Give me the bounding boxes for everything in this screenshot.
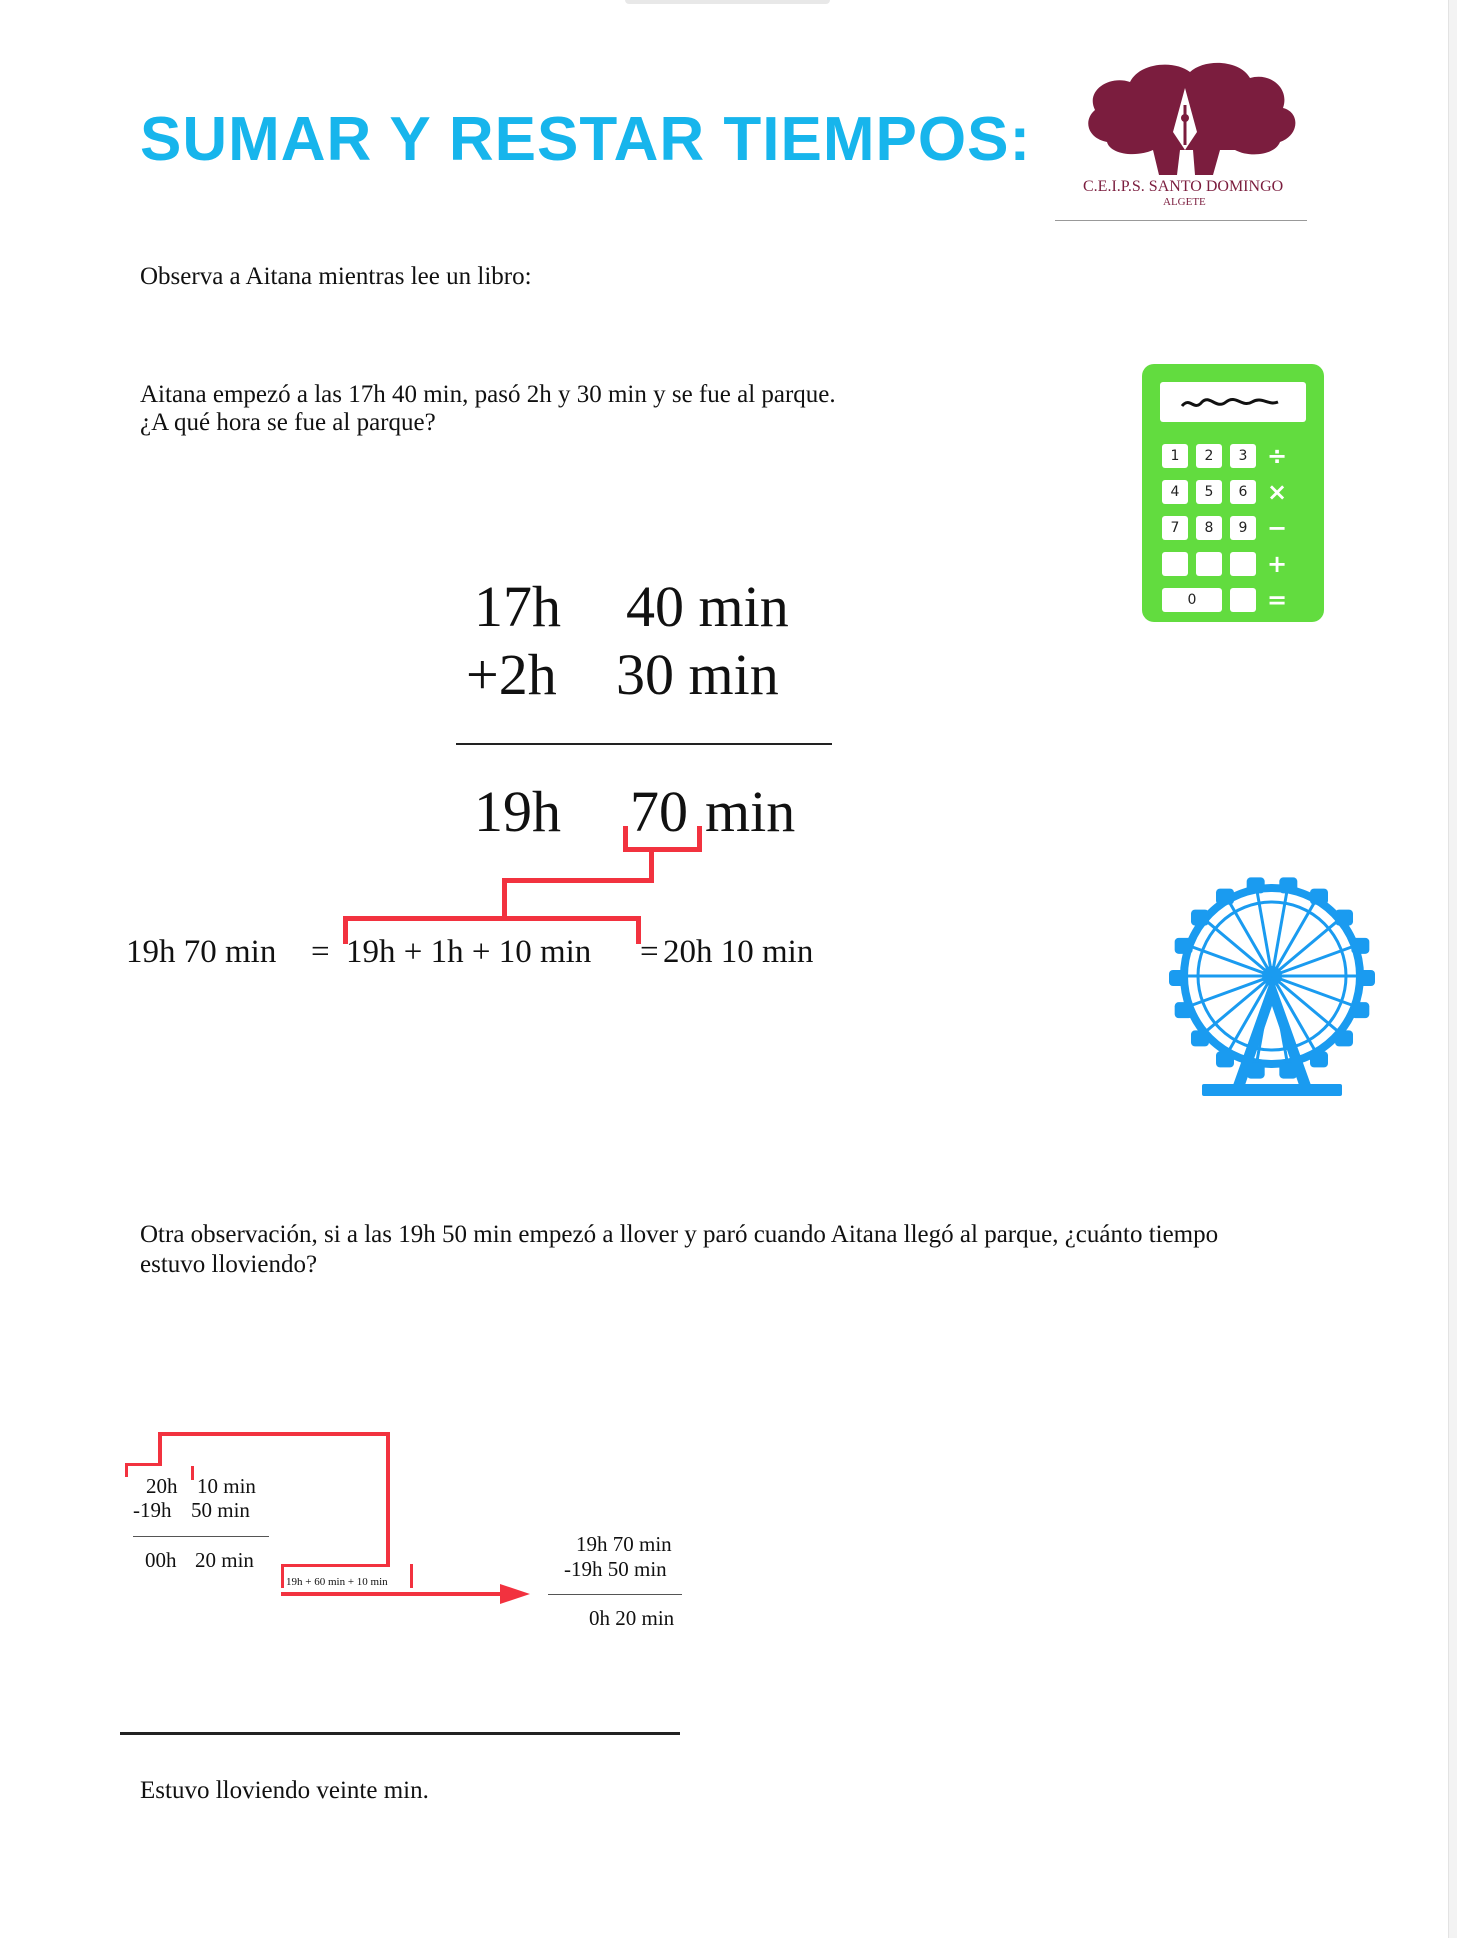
calculator-display xyxy=(1160,382,1306,422)
conversion-equals-2: = xyxy=(640,934,659,970)
key-6: 6 xyxy=(1230,480,1256,504)
school-logo xyxy=(1055,50,1315,225)
school-name: C.E.I.P.S. SANTO DOMINGO xyxy=(1083,178,1284,195)
top-notch xyxy=(625,0,830,4)
conversion-part2: 19h + 1h + 10 min xyxy=(346,934,592,970)
calc3-row1: 19h 70 min xyxy=(576,1532,672,1556)
divide-icon: ÷ xyxy=(1266,442,1288,470)
calc1-row2-hours: +2h xyxy=(466,642,557,707)
calc1-row1-minutes: 40 min xyxy=(626,574,789,639)
problem1-line2: ¿A qué hora se fue al parque? xyxy=(140,409,436,436)
calc1-result-hours: 19h xyxy=(474,779,561,844)
key-blank xyxy=(1162,552,1188,576)
key-5: 5 xyxy=(1196,480,1222,504)
calculator-icon xyxy=(1142,364,1324,622)
calc3-row2: -19h 50 min xyxy=(564,1557,667,1581)
calc3-result: 0h 20 min xyxy=(589,1606,675,1630)
calc2-result-minutes: 20 min xyxy=(195,1548,254,1572)
page-edge xyxy=(1448,0,1457,1938)
calc1-row1-hours: 17h xyxy=(474,574,561,639)
calc2-divider xyxy=(133,1536,269,1537)
key-9: 9 xyxy=(1230,516,1256,540)
calc1-divider xyxy=(456,743,832,745)
tree-pen-icon xyxy=(1055,50,1315,180)
conversion-equals-1: = xyxy=(311,934,330,970)
calc1-row2-minutes: 30 min xyxy=(616,642,779,707)
calc1-result-minutes-number: 70 xyxy=(630,779,688,844)
key-blank xyxy=(1230,588,1256,612)
school-town: ALGETE xyxy=(1163,196,1206,208)
ferris-wheel-icon xyxy=(1162,866,1382,1106)
problem1-line1: Aitana empezó a las 17h 40 min, pasó 2h y 30 min y se fue al parque. xyxy=(140,381,836,408)
key-8: 8 xyxy=(1196,516,1222,540)
plus-icon: + xyxy=(1266,550,1288,578)
calc2-row2-hours: -19h xyxy=(133,1498,172,1522)
equals-icon: = xyxy=(1266,586,1288,614)
calc2-note: 19h + 60 min + 10 min xyxy=(286,1576,388,1588)
key-1: 1 xyxy=(1162,444,1188,468)
problem2-line2: estuvo lloviendo? xyxy=(140,1251,318,1278)
calc2-row1-minutes: 10 min xyxy=(197,1474,256,1498)
minus-icon: − xyxy=(1266,514,1288,542)
calc2-row1-hours: 20h xyxy=(146,1474,178,1498)
key-4: 4 xyxy=(1162,480,1188,504)
problem2-line1: Otra observación, si a las 19h 50 min empezó a llover y paró cuando Aitana llegó al parque, ¿cuánto tiempo xyxy=(140,1221,1219,1248)
key-blank xyxy=(1196,552,1222,576)
conversion-part3: 20h 10 min xyxy=(663,934,814,970)
key-2: 2 xyxy=(1196,444,1222,468)
intro-text: Observa a Aitana mientras lee un libro: xyxy=(140,263,532,290)
answer-text: Estuvo lloviendo veinte min. xyxy=(140,1777,429,1804)
calc2-result-hours: 00h xyxy=(145,1548,177,1572)
key-7: 7 xyxy=(1162,516,1188,540)
key-3: 3 xyxy=(1230,444,1256,468)
calculator-keypad xyxy=(1162,444,1312,614)
calc3-divider xyxy=(548,1594,682,1595)
conversion-part1: 19h 70 min xyxy=(126,934,277,970)
logo-underline xyxy=(1055,220,1307,221)
answer-line xyxy=(120,1732,680,1735)
calc2-row2-minutes: 50 min xyxy=(191,1498,250,1522)
key-0: 0 xyxy=(1162,588,1222,612)
calc1-result-minutes-unit: min xyxy=(705,779,796,844)
key-blank xyxy=(1230,552,1256,576)
multiply-icon: × xyxy=(1266,478,1288,506)
page-title: SUMAR Y RESTAR TIEMPOS: xyxy=(140,105,1032,174)
arrow-right-icon xyxy=(500,1584,530,1604)
